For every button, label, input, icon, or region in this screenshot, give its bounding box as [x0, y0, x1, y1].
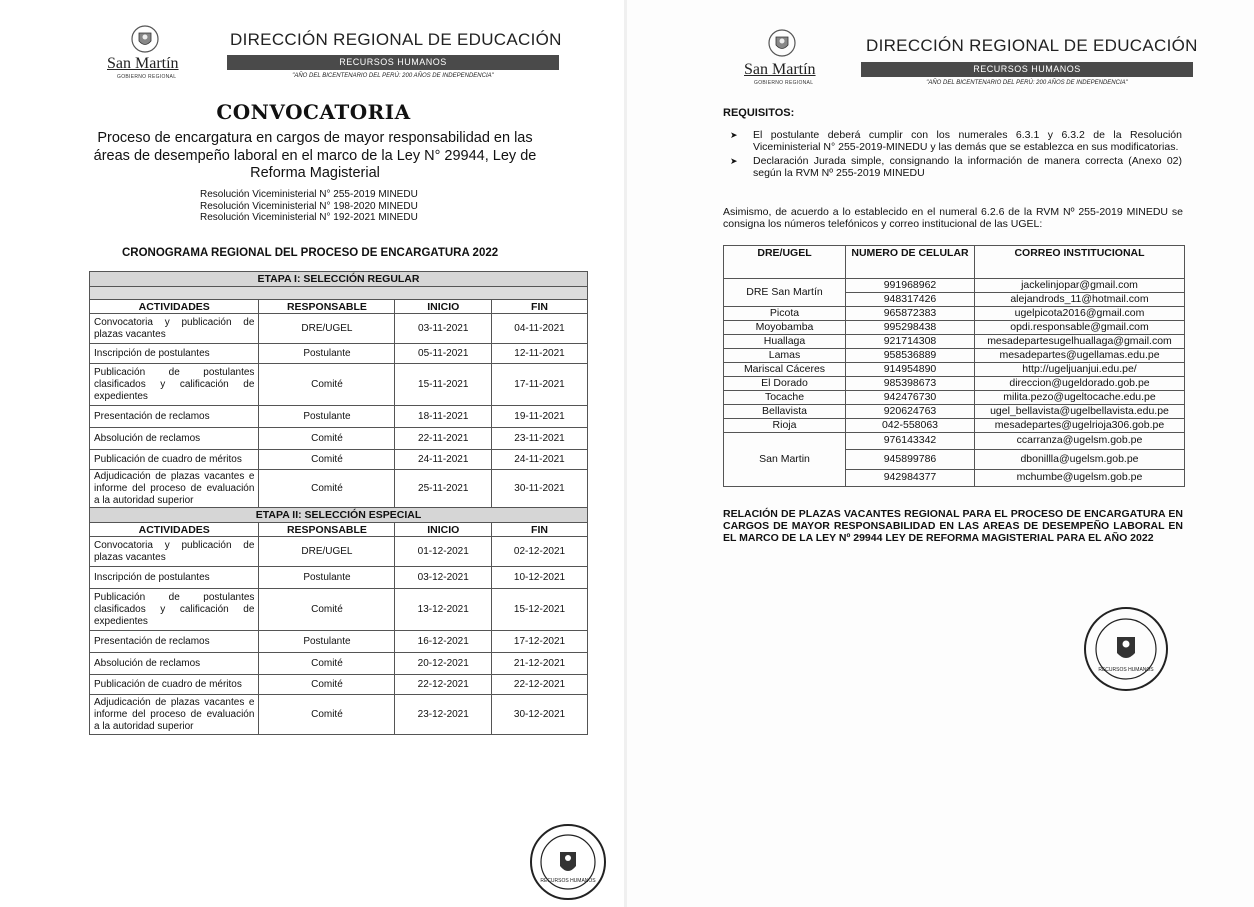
table-cell: 22-12-2021	[492, 675, 588, 695]
table-row	[90, 675, 588, 695]
phone-cell: 965872383	[846, 307, 975, 321]
table-row	[90, 450, 588, 470]
table-cell: 23-12-2021	[395, 695, 492, 735]
column-header: CORREO INSTITUCIONAL	[975, 246, 1185, 279]
table-cell: 16-12-2021	[395, 631, 492, 653]
contacts-table	[723, 245, 1185, 487]
table-row	[90, 344, 588, 364]
column-header-row	[90, 523, 588, 537]
table-cell: Postulante	[259, 344, 395, 364]
resolution-line: Resolución Viceministerial N° 255-2019 MINEDU	[200, 189, 418, 200]
table-cell: Inscripción de postulantes	[90, 344, 259, 364]
table-cell: DRE/UGEL	[259, 314, 395, 344]
phone-cell: 985398673	[846, 377, 975, 391]
table-cell: Comité	[259, 428, 395, 450]
table-cell: 23-11-2021	[492, 428, 588, 450]
phone-cell: 942984377	[846, 470, 975, 487]
requirement-text: El postulante deberá cumplir con los numerales 6.3.1 y 6.3.2 de la Resolución Viceministerial N° 255-2019-MINEDU y las demás que se establezca en sus modificatorias.	[753, 129, 1182, 153]
coat-of-arms-icon	[767, 28, 797, 58]
table-cell: 12-11-2021	[492, 344, 588, 364]
resolution-line: Resolución Viceministerial N° 198-2020 MINEDU	[200, 200, 418, 212]
logo-name: San Martín	[107, 55, 179, 72]
table-cell: Comité	[259, 470, 395, 508]
column-header: RESPONSABLE	[259, 523, 395, 537]
table-cell: 03-12-2021	[395, 567, 492, 589]
header-motto: "AÑO DEL BICENTENARIO DEL PERÚ: 200 AÑOS DE INDEPENDENCIA"	[292, 73, 494, 79]
ugel-cell: Moyobamba	[724, 321, 846, 335]
ugel-cell: Mariscal Cáceres	[724, 363, 846, 377]
header-bar: RECURSOS HUMANOS	[227, 55, 559, 70]
phone-cell: 958536889	[846, 349, 975, 363]
table-cell: 30-11-2021	[492, 470, 588, 508]
email-cell: opdi.responsable@gmail.com	[975, 321, 1185, 335]
table-row	[724, 377, 1185, 391]
table-cell: 03-11-2021	[395, 314, 492, 344]
table-row	[90, 364, 588, 406]
table-cell: Publicación de postulantes clasificados y calificación de expedientes	[90, 589, 259, 631]
requirement-item	[730, 129, 1182, 153]
table-cell: Postulante	[259, 406, 395, 428]
table-cell: Comité	[259, 695, 395, 735]
table-row	[724, 335, 1185, 349]
phone-cell: 921714308	[846, 335, 975, 349]
stamp-center-text: RECURSOS HUMANOS	[1098, 667, 1154, 673]
column-header-row	[90, 300, 588, 314]
logo-subtitle: GOBIERNO REGIONAL	[117, 74, 177, 80]
requirement-item	[730, 155, 1182, 179]
phone-cell: 948317426	[846, 293, 975, 307]
table-row	[90, 406, 588, 428]
stage-title: ETAPA II: SELECCIÓN ESPECIAL	[90, 508, 588, 523]
table-cell: 22-11-2021	[395, 428, 492, 450]
ugel-cell: Lamas	[724, 349, 846, 363]
ugel-cell: Rioja	[724, 419, 846, 433]
official-stamp-icon	[1082, 605, 1170, 693]
column-header-row	[724, 246, 1185, 279]
table-cell: Publicación de cuadro de méritos	[90, 675, 259, 695]
table-row	[724, 321, 1185, 335]
table-row	[90, 428, 588, 450]
phone-cell: 942476730	[846, 391, 975, 405]
table-cell: Comité	[259, 364, 395, 406]
schedule-title: CRONOGRAMA REGIONAL DEL PROCESO DE ENCARGATURA 2022	[122, 247, 499, 259]
email-cell: jackelinjopar@gmail.com	[975, 279, 1185, 293]
table-cell: Convocatoria y publicación de plazas vacantes	[90, 537, 259, 567]
email-cell: ugel_bellavista@ugelbellavista.edu.pe	[975, 405, 1185, 419]
email-cell: mesadepartes@ugellamas.edu.pe	[975, 349, 1185, 363]
column-header: DRE/UGEL	[724, 246, 846, 279]
table-cell: 04-11-2021	[492, 314, 588, 344]
phone-cell: 945899786	[846, 450, 975, 470]
phone-cell: 995298438	[846, 321, 975, 335]
relation-heading: RELACIÓN DE PLAZAS VACANTES REGIONAL PARA EL PROCESO DE ENCARGATURA EN CARGOS DE MAYOR RESPONSABILIDAD EN LAS AREAS DE DESEMPEÑO LABORAL EN EL MARCO DE LA LEY Nº 29944 LEY DE REFORMA MAGISTERIAL PARA EL AÑO 2022	[723, 508, 1183, 544]
table-cell: 22-12-2021	[395, 675, 492, 695]
table-row	[724, 433, 1185, 450]
email-cell: direccion@ugeldorado.gob.pe	[975, 377, 1185, 391]
table-cell: 18-11-2021	[395, 406, 492, 428]
table-row	[90, 567, 588, 589]
page-subtitle: Proceso de encargatura en cargos de mayor responsabilidad en las áreas de desempeño laboral en el marco de la Ley N° 29944, Ley de Reforma Magisterial	[93, 130, 537, 181]
official-stamp-icon	[528, 822, 608, 902]
spacer-row	[90, 287, 588, 300]
table-cell: Comité	[259, 589, 395, 631]
column-header: INICIO	[395, 300, 492, 314]
schedule-table	[89, 271, 588, 735]
header-motto: "AÑO DEL BICENTENARIO DEL PERÚ: 200 AÑOS DE INDEPENDENCIA"	[926, 80, 1128, 86]
table-cell: 13-12-2021	[395, 589, 492, 631]
column-header: FIN	[492, 523, 588, 537]
email-cell: dbonillla@ugelsm.gob.pe	[975, 450, 1185, 470]
resolutions-list	[200, 189, 418, 224]
table-row	[724, 363, 1185, 377]
column-header: INICIO	[395, 523, 492, 537]
table-cell: 10-12-2021	[492, 567, 588, 589]
table-cell: Absolución de reclamos	[90, 428, 259, 450]
column-header: RESPONSABLE	[259, 300, 395, 314]
table-cell: Publicación de cuadro de méritos	[90, 450, 259, 470]
ugel-cell: El Dorado	[724, 377, 846, 391]
phone-cell: 914954890	[846, 363, 975, 377]
email-cell: milita.pezo@ugeltocache.edu.pe	[975, 391, 1185, 405]
table-cell: 24-11-2021	[492, 450, 588, 470]
arrow-bullet-icon: ➤	[730, 156, 738, 166]
phone-cell: 920624763	[846, 405, 975, 419]
table-cell: 19-11-2021	[492, 406, 588, 428]
header-bar: RECURSOS HUMANOS	[861, 62, 1193, 77]
table-row	[90, 537, 588, 567]
email-cell: alejandrods_11@hotmail.com	[975, 293, 1185, 307]
table-row	[724, 419, 1185, 433]
table-cell: Comité	[259, 653, 395, 675]
table-cell: Presentación de reclamos	[90, 406, 259, 428]
right-page	[627, 0, 1254, 907]
table-cell: Convocatoria y publicación de plazas vacantes	[90, 314, 259, 344]
contact-paragraph: Asimismo, de acuerdo a lo establecido en el numeral 6.2.6 de la RVM Nº 255-2019 MINEDU se consigna los números telefónicos y correo institucional de las UGEL:	[723, 206, 1183, 230]
table-row	[724, 307, 1185, 321]
ugel-cell: San Martin	[724, 433, 846, 487]
table-cell: 30-12-2021	[492, 695, 588, 735]
email-cell: mesadepartesugelhuallaga@gmail.com	[975, 335, 1185, 349]
table-cell: Postulante	[259, 567, 395, 589]
stage-header-row	[90, 508, 588, 523]
logo-name: San Martín	[744, 61, 816, 78]
email-cell: http://ugeljuanjui.edu.pe/	[975, 363, 1185, 377]
page-title: CONVOCATORIA	[216, 100, 411, 124]
stage-header-row	[90, 272, 588, 287]
table-row	[90, 653, 588, 675]
header-title: DIRECCIÓN REGIONAL DE EDUCACIÓN	[866, 36, 1198, 55]
table-cell: 24-11-2021	[395, 450, 492, 470]
resolution-line: Resolución Viceministerial N° 192-2021 MINEDU	[200, 212, 418, 223]
email-cell: ccarranza@ugelsm.gob.pe	[975, 433, 1185, 450]
table-cell: Adjudicación de plazas vacantes e informe del proceso de evaluación a la autoridad superior	[90, 695, 259, 735]
table-cell: 20-12-2021	[395, 653, 492, 675]
table-row	[90, 314, 588, 344]
table-cell: 15-11-2021	[395, 364, 492, 406]
table-cell: 17-11-2021	[492, 364, 588, 406]
table-cell: Publicación de postulantes clasificados y calificación de expedientes	[90, 364, 259, 406]
table-cell: 25-11-2021	[395, 470, 492, 508]
table-cell: 21-12-2021	[492, 653, 588, 675]
table-cell: Inscripción de postulantes	[90, 567, 259, 589]
table-cell: 17-12-2021	[492, 631, 588, 653]
phone-cell: 991968962	[846, 279, 975, 293]
header-title: DIRECCIÓN REGIONAL DE EDUCACIÓN	[230, 30, 562, 49]
logo-subtitle: GOBIERNO REGIONAL	[754, 80, 814, 86]
table-row	[724, 279, 1185, 293]
column-header: FIN	[492, 300, 588, 314]
column-header: NUMERO DE CELULAR	[846, 246, 975, 279]
table-row	[724, 391, 1185, 405]
email-cell: mesadepartes@ugelrioja306.gob.pe	[975, 419, 1185, 433]
table-row	[90, 589, 588, 631]
coat-of-arms-icon	[130, 24, 160, 54]
table-row	[724, 349, 1185, 363]
requirements-list	[730, 129, 1182, 181]
email-cell: ugelpicota2016@gmail.com	[975, 307, 1185, 321]
arrow-bullet-icon: ➤	[730, 130, 738, 140]
table-cell: Adjudicación de plazas vacantes e informe del proceso de evaluación a la autoridad superior	[90, 470, 259, 508]
ugel-cell: Picota	[724, 307, 846, 321]
table-row	[724, 405, 1185, 419]
table-cell: Comité	[259, 450, 395, 470]
requirements-title: REQUISITOS:	[723, 107, 795, 119]
table-cell: 02-12-2021	[492, 537, 588, 567]
table-cell: 01-12-2021	[395, 537, 492, 567]
ugel-cell: Huallaga	[724, 335, 846, 349]
table-cell: Comité	[259, 675, 395, 695]
table-row	[90, 470, 588, 508]
table-cell: Absolución de reclamos	[90, 653, 259, 675]
phone-cell: 976143342	[846, 433, 975, 450]
table-cell: Postulante	[259, 631, 395, 653]
column-header: ACTIVIDADES	[90, 300, 259, 314]
ugel-cell: Tocache	[724, 391, 846, 405]
table-cell: 15-12-2021	[492, 589, 588, 631]
ugel-cell: Bellavista	[724, 405, 846, 419]
email-cell: mchumbe@ugelsm.gob.pe	[975, 470, 1185, 487]
requirement-text: Declaración Jurada simple, consignando la información de manera correcta (Anexo 02) según la RVM Nº 255-2019 MINEDU	[753, 155, 1182, 179]
table-cell: 05-11-2021	[395, 344, 492, 364]
stamp-center-text: RECURSOS HUMANOS	[540, 878, 596, 884]
table-cell: Presentación de reclamos	[90, 631, 259, 653]
table-row	[90, 695, 588, 735]
ugel-cell: DRE San Martín	[724, 279, 846, 307]
table-row	[90, 631, 588, 653]
stage-title: ETAPA I: SELECCIÓN REGULAR	[90, 272, 588, 287]
phone-cell: 042-558063	[846, 419, 975, 433]
column-header: ACTIVIDADES	[90, 523, 259, 537]
table-cell: DRE/UGEL	[259, 537, 395, 567]
